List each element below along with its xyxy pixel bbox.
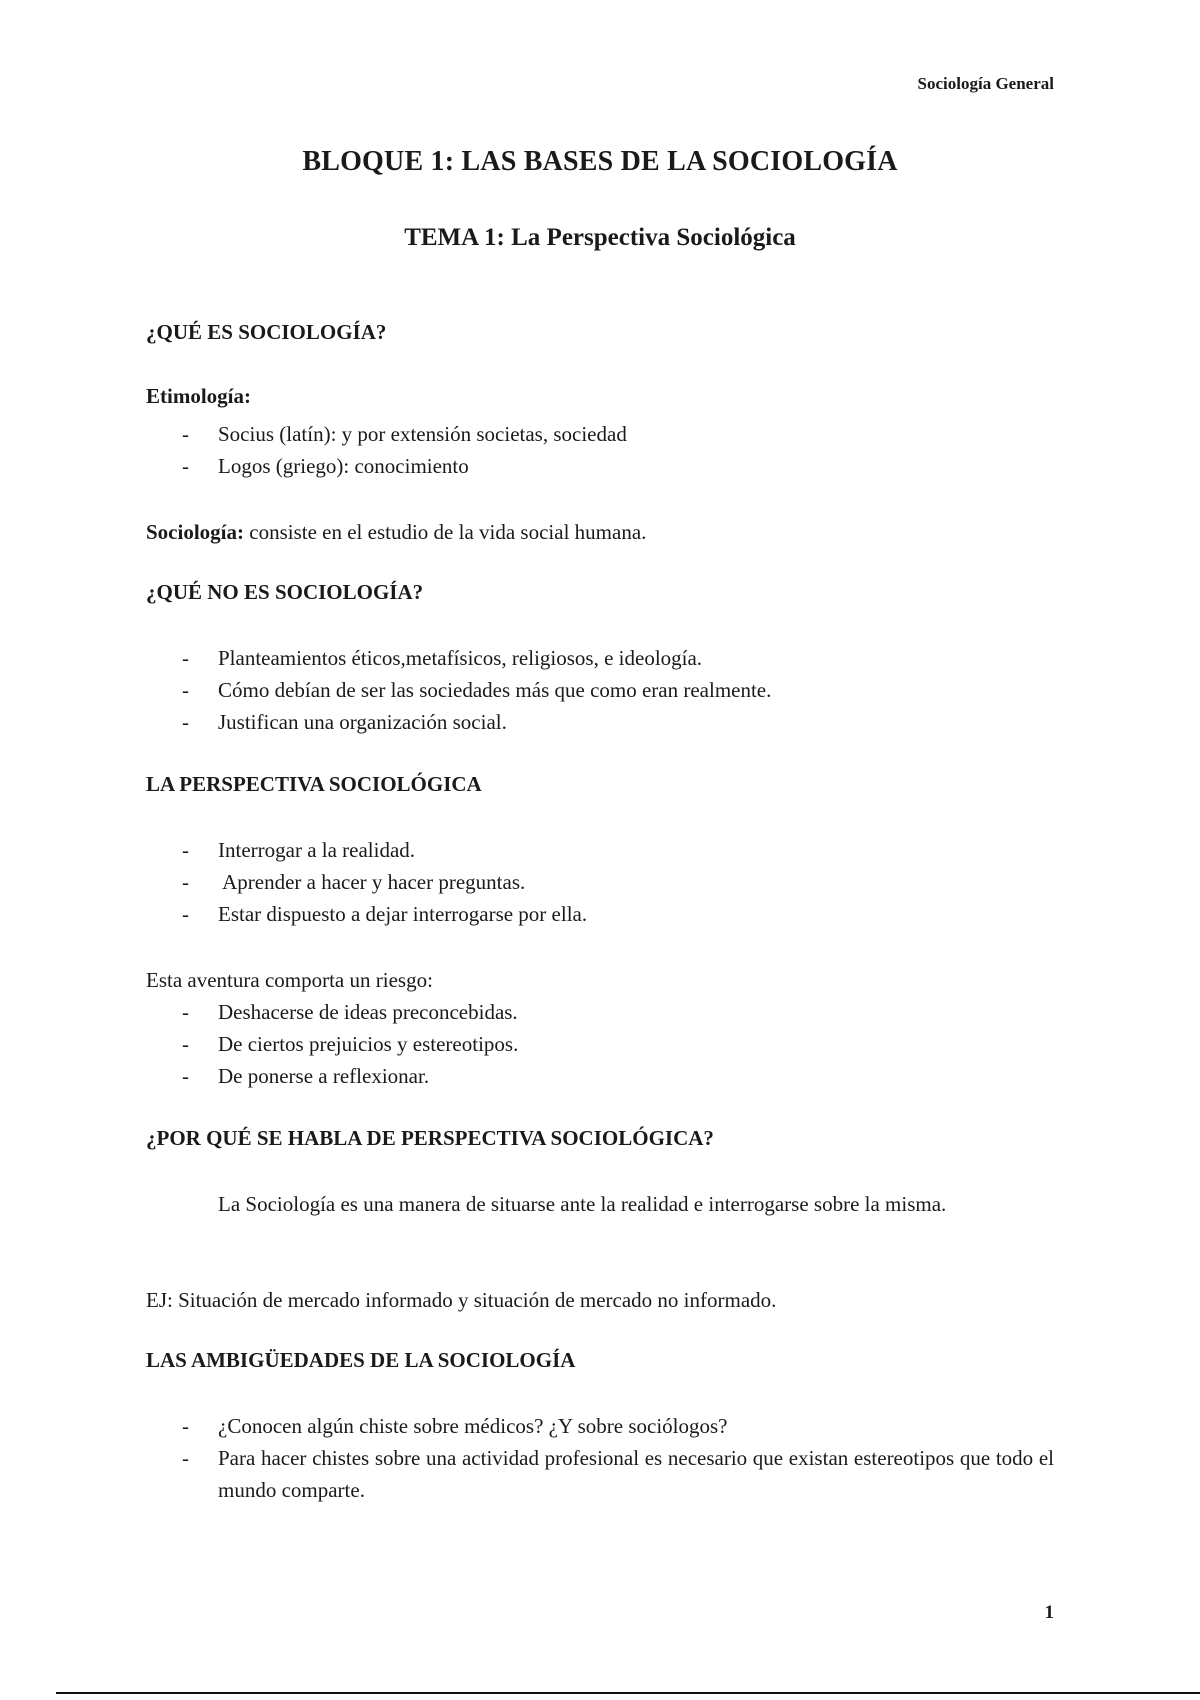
list-marker: - bbox=[182, 902, 189, 926]
list-marker: - bbox=[182, 1032, 189, 1056]
list-item: - Justifican una organización social. bbox=[146, 706, 1054, 738]
heading-ambiguedades: LAS AMBIGÜEDADES DE LA SOCIOLOGÍA bbox=[146, 1348, 576, 1372]
list-item: - De ponerse a reflexionar. bbox=[146, 1060, 1054, 1092]
list-marker: - bbox=[182, 710, 189, 734]
bloque-title: BLOQUE 1: LAS BASES DE LA SOCIOLOGÍA bbox=[302, 146, 898, 177]
list-item: - Planteamientos éticos,metafísicos, religiosos, e ideología. bbox=[146, 642, 1054, 674]
list-marker: - bbox=[182, 1064, 189, 1088]
perspectiva-list bbox=[146, 834, 1054, 930]
list-item: - Para hacer chistes sobre una actividad profesional es necesario que existan estereotipos que todo el mundo comparte. bbox=[146, 1442, 1054, 1506]
que-no-es-list bbox=[146, 642, 1054, 738]
list-item: - Logos (griego): conocimiento bbox=[146, 450, 1054, 482]
heading-que-no-es: ¿QUÉ NO ES SOCIOLOGÍA? bbox=[146, 580, 424, 604]
por-que-example: EJ: Situación de mercado informado y situación de mercado no informado. bbox=[146, 1288, 777, 1312]
page-number: 1 bbox=[1044, 1602, 1054, 1623]
list-marker: - bbox=[182, 1414, 189, 1438]
list-item: - Deshacerse de ideas preconcebidas. bbox=[146, 996, 1054, 1028]
riesgo-intro: Esta aventura comporta un riesgo: bbox=[146, 968, 433, 992]
list-marker: - bbox=[182, 422, 189, 446]
list-item: - ¿Conocen algún chiste sobre médicos? ¿Y sobre sociólogos? bbox=[146, 1410, 1054, 1442]
list-item: - Cómo debían de ser las sociedades más que como eran realmente. bbox=[146, 674, 1054, 706]
etimologia-label: Etimología: bbox=[146, 384, 251, 408]
list-marker: - bbox=[182, 1446, 189, 1470]
list-marker: - bbox=[182, 1000, 189, 1024]
definition-label: Sociología: bbox=[146, 520, 244, 544]
list-marker: - bbox=[182, 646, 189, 670]
heading-perspectiva: LA PERSPECTIVA SOCIOLÓGICA bbox=[146, 772, 482, 796]
page-bottom-rule bbox=[56, 1692, 1200, 1694]
sociologia-definition bbox=[146, 516, 1054, 548]
ambiguedades-list bbox=[146, 1410, 1054, 1506]
heading-que-es: ¿QUÉ ES SOCIOLOGÍA? bbox=[146, 320, 387, 344]
heading-por-que: ¿POR QUÉ SE HABLA DE PERSPECTIVA SOCIOLÓGICA? bbox=[146, 1126, 714, 1150]
definition-text: consiste en el estudio de la vida social humana. bbox=[244, 520, 647, 544]
list-item: - De ciertos prejuicios y estereotipos. bbox=[146, 1028, 1054, 1060]
list-marker: - bbox=[182, 454, 189, 478]
list-marker: - bbox=[182, 678, 189, 702]
list-marker: - bbox=[182, 870, 189, 894]
tema-title: TEMA 1: La Perspectiva Sociológica bbox=[404, 224, 796, 251]
running-header: Sociología General bbox=[917, 74, 1054, 93]
etimologia-list bbox=[146, 418, 1054, 482]
riesgo-list bbox=[146, 996, 1054, 1092]
list-item: - Aprender a hacer y hacer preguntas. bbox=[146, 866, 1054, 898]
list-item: - Socius (latín): y por extensión societas, sociedad bbox=[146, 418, 1054, 450]
list-marker: - bbox=[182, 838, 189, 862]
list-item: - Estar dispuesto a dejar interrogarse por ella. bbox=[146, 898, 1054, 930]
list-item: - Interrogar a la realidad. bbox=[146, 834, 1054, 866]
por-que-paragraph: La Sociología es una manera de situarse ante la realidad e interrogarse sobre la misma. bbox=[218, 1192, 947, 1216]
